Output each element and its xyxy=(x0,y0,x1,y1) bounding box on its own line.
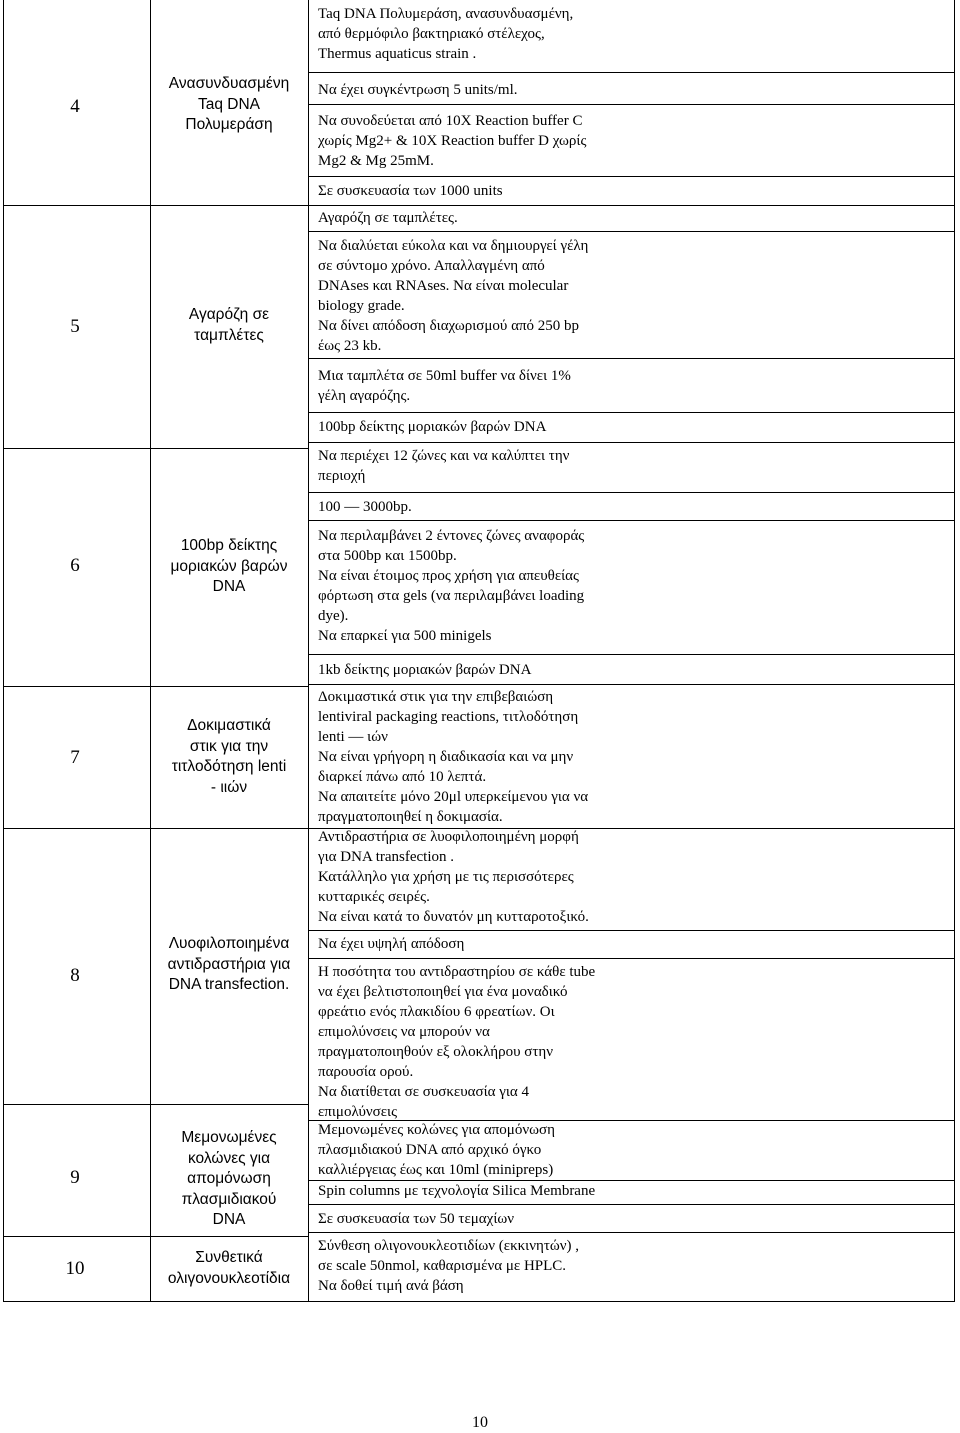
spec-text: Να περιλαμβάνει 2 έντονες ζώνες αναφοράς στα 500bp και 1500bp. Να είναι έτοιμος προς χρήση για απευθείας φόρτωση στα gels (να περιλαμβάνει loading dye). Να επαρκεί για 500 minigels xyxy=(318,528,585,644)
spec-text: Σύνθεση ολιγονουκλεοτιδίων (εκκινητών) , σε scale 50nmol, καθαρισμένα με HPLC. Να δοθεί τιμή ανά βάση xyxy=(318,1238,580,1294)
col-divider xyxy=(150,0,151,1302)
cell-divider xyxy=(308,104,955,105)
cell-divider xyxy=(308,958,955,959)
spec-text: Η ποσότητα του αντιδραστηρίου σε κάθε tube να έχει βελτιστοποιηθεί για ένα μοναδικό φρεάτιο ενός πλακιδίου 6 φρεατίων. Οι επιμολύνσεις να μπορούν να πραγματοποιηθούν εξ ολοκλήρου στην παρουσία ορού. Να διατίθεται σε συσκευασία για 4 επιμολύνσεις xyxy=(318,964,596,1120)
cell-divider xyxy=(308,684,955,685)
item-name: Αγαρόζη σε ταμπλέτες xyxy=(188,306,270,344)
item-name: Λυοφιλοποιημένα αντιδραστήρια για DNA transfection. xyxy=(167,935,291,993)
row-divider xyxy=(3,448,308,449)
spec-text: Αντιδραστήρια σε λυοφιλοποιημένη μορφή για DNA transfection . Κατάλληλο για χρήση με τις περισσότερες κυτταρικές σειρές. Να είναι κατά το δυνατόν μη κυτταροτοξικό. xyxy=(318,829,589,925)
row-number: 10 xyxy=(65,1258,85,1279)
item-name: Ανασυνδυασμένη Taq DNA Πολυμεράση xyxy=(168,75,290,133)
cell-divider xyxy=(308,176,955,177)
spec-text: Να έχει συγκέντρωση 5 units/ml. xyxy=(318,82,518,98)
spec-text: 100bp δείκτης μοριακών βαρών DNA xyxy=(318,419,547,435)
cell-divider xyxy=(308,492,955,493)
spec-text: Μια ταμπλέτα σε 50ml buffer να δίνει 1% γέλη αγαρόζης. xyxy=(318,368,571,404)
spec-text: Σε συσκευασία των 50 τεμαχίων xyxy=(318,1211,515,1227)
cell-divider xyxy=(308,930,955,931)
spec-text: Να συνοδεύεται από 10X Reaction buffer C χωρίς Mg2+ & 10X Reaction buffer D χωρίς Mg2 & Mg 25mM. xyxy=(318,113,587,169)
cell-divider xyxy=(308,442,955,443)
row-divider xyxy=(3,1104,308,1105)
cell-divider xyxy=(308,654,955,655)
row-number: 9 xyxy=(70,1167,80,1188)
row-number: 6 xyxy=(70,555,80,576)
spec-text: Σε συσκευασία των 1000 units xyxy=(318,183,503,199)
spec-text: Δοκιμαστικά στικ για την επιβεβαιώση lentiviral packaging reactions, τιτλοδότηση lenti — ιών Να είναι γρήγορη η διαδικασία και να μην διαρκεί πάνω από 10 λεπτά. Να απαιτείτε μόνο 20μl υπερκείμενου για να πραγματοποιηθεί η δοκιμασία. xyxy=(318,689,589,825)
row-number: 7 xyxy=(70,747,80,768)
item-name: Δοκιμαστικά στικ για την τιτλοδότηση lenti - ιιών xyxy=(171,717,287,796)
cell-divider xyxy=(308,358,955,359)
cell-divider xyxy=(308,520,955,521)
item-name: Συνθετικά ολιγονουκλεοτίδια xyxy=(167,1249,291,1287)
cell-divider xyxy=(308,1204,955,1205)
row-divider xyxy=(3,205,308,206)
row-number: 4 xyxy=(70,96,80,117)
spec-text: Taq DNA Πολυμεράση, ανασυνδυασμένη, από θερμόφιλο βακτηριακό στέλεχος, Thermus aquaticus strain . xyxy=(318,6,574,62)
page-number: 10 xyxy=(472,1414,488,1431)
spec-text: 1kb δείκτης μοριακών βαρών DNA xyxy=(318,662,532,678)
cell-divider xyxy=(308,205,955,206)
cell-divider xyxy=(308,1232,955,1233)
row-divider xyxy=(3,686,308,687)
cell-divider xyxy=(308,231,955,232)
cell-divider xyxy=(308,412,955,413)
row-number: 5 xyxy=(70,316,80,337)
row-divider xyxy=(3,828,308,829)
spec-text: Να έχει υψηλή απόδοση xyxy=(318,936,465,952)
spec-text: Να διαλύεται εύκολα και να δημιουργεί γέλη σε σύντομο χρόνο. Απαλλαγμένη από DNAses και RNAses. Να είναι molecular biology grade. Να δίνει απόδοση διαχωρισμού από 250 bp έως 23 kb. xyxy=(318,238,589,354)
spec-text: Να περιέχει 12 ζώνες και να καλύπτει την περιοχή xyxy=(318,448,570,484)
spec-text: Spin columns με τεχνολογία Silica Membrane xyxy=(318,1183,596,1199)
spec-text: Μεμονωμένες κολώνες για απομόνωση πλασμιδιακού DNA από αρχικό όγκο καλλιέργειας έως και 10ml (minipreps) xyxy=(318,1122,555,1178)
col-divider xyxy=(308,0,309,1302)
item-name: Μεμονωμένες κολώνες για απομόνωση πλασμιδιακού DNA xyxy=(181,1129,277,1228)
row-number: 8 xyxy=(70,965,80,986)
row-divider xyxy=(3,1236,308,1237)
spec-text: 100 — 3000bp. xyxy=(318,499,412,515)
spec-text: Αγαρόζη σε ταμπλέτες. xyxy=(318,210,458,226)
item-name: 100bp δείκτης μοριακών βαρών DNA xyxy=(170,537,288,595)
cell-divider xyxy=(308,72,955,73)
